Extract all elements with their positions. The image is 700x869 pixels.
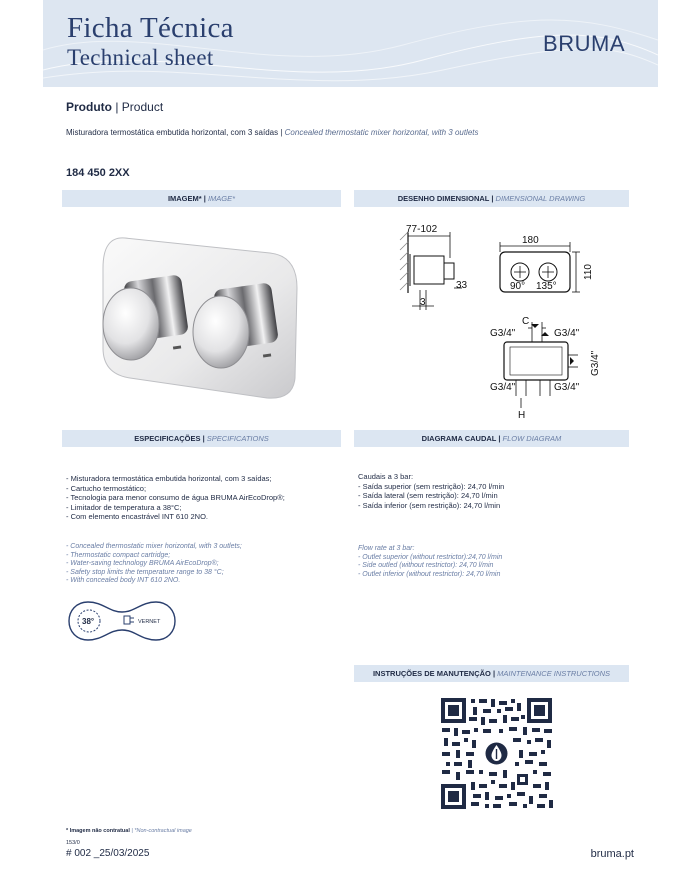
thread-side: G3/4" [590, 350, 601, 376]
product-desc-en: Concealed thermostatic mixer horizontal, with 3 outlets [284, 128, 479, 137]
flow-item-en: - Side outled (without restrictor): 24,70 l/min [358, 562, 494, 569]
section-image-header: IMAGEM* | IMAGE* [62, 190, 341, 207]
spec-item-en: - Concealed thermostatic mixer horizontal, with 3 outlets; [66, 543, 242, 550]
page-title: Ficha Técnica [67, 12, 234, 44]
flow-list-pt [358, 472, 504, 510]
spec-item-en: - Water-saving technology BRUMA AirEcoDrop®; [66, 560, 219, 567]
spec-item: - Misturadora termostática embutida horizontal, com 3 saídas; [66, 474, 272, 483]
flow-item-en: - Outlet inferior (without restrictor): 24,70 l/min [358, 570, 501, 578]
spec-list-en [66, 543, 242, 586]
flow-item-en: Flow rate at 3 bar: [358, 545, 415, 552]
section-flow-pt: DIAGRAMA CAUDAL [421, 434, 497, 443]
section-image-pt: IMAGEM* [167, 194, 202, 203]
product-description [66, 128, 479, 137]
product-image [85, 228, 300, 403]
section-maint-en: MAINTENANCE INSTRUCTIONS [497, 669, 611, 678]
angle-right: 135° [536, 281, 557, 292]
section-maint-pt: INSTRUÇÕES DE MANUTENÇÃO [372, 669, 491, 678]
section-spec-header: ESPECIFICAÇÕES | SPECIFICATIONS [62, 430, 341, 447]
section-spec-pt: ESPECIFICAÇÕES [134, 434, 201, 443]
section-drawing-en: DIMENSIONAL DRAWING [495, 194, 586, 203]
product-desc-pt: Misturadora termostática embutida horizontal, com 3 saídas [66, 128, 279, 137]
product-heading-sep: | [112, 100, 122, 114]
flow-list-en [358, 545, 502, 579]
dimensional-drawing [380, 218, 620, 423]
section-flow-header: DIAGRAMA CAUDAL | FLOW DIAGRAM [354, 430, 629, 447]
footnote [66, 828, 192, 834]
label-c: C [522, 316, 530, 327]
flow-item: - Saída lateral (sem restrição): 24,70 l/min [358, 491, 498, 500]
product-heading-pt: Produto [66, 100, 112, 114]
thread-bottom-right: G3/4" [554, 382, 580, 393]
thread-bottom-left: G3/4" [490, 382, 516, 393]
spec-item: - Cartucho termostático; [66, 483, 147, 493]
section-image-en: IMAGE* [207, 194, 236, 203]
product-reference: 184 450 2XX [66, 167, 130, 179]
section-spec-en: SPECIFICATIONS [206, 434, 269, 443]
dim-height: 110 [583, 264, 594, 280]
spec-item: - Tecnologia para menor consumo de água BRUMA AirEcoDrop®; [66, 493, 285, 502]
section-maintenance-header: INSTRUÇÕES DE MANUTENÇÃO | MAINTENANCE INSTRUCTIONS [354, 665, 629, 682]
feature-badge [67, 600, 177, 642]
thread-top-right: G3/4" [554, 328, 580, 339]
website-link[interactable]: bruma.pt [590, 848, 634, 860]
spec-list-pt [66, 474, 285, 522]
revision-date: # 002 _25/03/2025 [66, 848, 150, 859]
cartridge-icon [124, 616, 130, 624]
section-drawing-pt: DESENHO DIMENSIONAL [397, 194, 490, 203]
spec-item-en: - With concealed body INT 610 2NO. [66, 577, 181, 584]
section-drawing-header: DESENHO DIMENSIONAL | DIMENSIONAL DRAWING [354, 190, 629, 207]
badge-temp: 38° [82, 617, 95, 626]
product-desc-sep: | [278, 128, 285, 137]
dim-depth: 77-102 [406, 224, 438, 235]
flow-item: - Saída inferior (sem restrição): 24,70 l/min [358, 500, 501, 510]
flow-item: - Saída superior (sem restrição): 24,70 l/min [358, 481, 505, 491]
dim-offset-33: 33 [456, 280, 468, 291]
badge-brand: VERNET [138, 619, 161, 625]
dim-width: 180 [522, 235, 539, 246]
dim-offset-3: 3 [420, 297, 426, 308]
spec-item: - Com elemento encastrável INT 610 2NO. [66, 512, 209, 521]
brand-logo: BRUMA [543, 31, 625, 56]
thread-top-left: G3/4" [490, 328, 516, 339]
spec-item-en: - Safety stop limits the temperature range to 38 °C; [66, 568, 224, 576]
flow-item: Caudais a 3 bar: [358, 472, 414, 481]
footnote-sep: | [129, 828, 135, 834]
qr-code[interactable] [439, 696, 554, 811]
section-flow-en: FLOW DIAGRAM [502, 434, 562, 443]
label-h: H [518, 410, 526, 421]
product-heading [66, 100, 163, 114]
spec-item: - Limitador de temperatura a 38°C; [66, 502, 182, 512]
angle-left: 90° [510, 281, 526, 292]
page-subtitle: Technical sheet [67, 45, 214, 70]
flow-item-en: - Outlet superior (without restrictor):24,70 l/min [358, 553, 503, 561]
footnote-pt: * Imagem não contratual [66, 828, 130, 834]
footnote-en: *Non-contractual image [134, 828, 192, 834]
document-code: 153/0 [66, 840, 80, 846]
spec-item-en: - Thermostatic compact cartridge; [66, 551, 171, 559]
product-heading-en: Product [121, 100, 164, 114]
header-banner [43, 0, 658, 87]
